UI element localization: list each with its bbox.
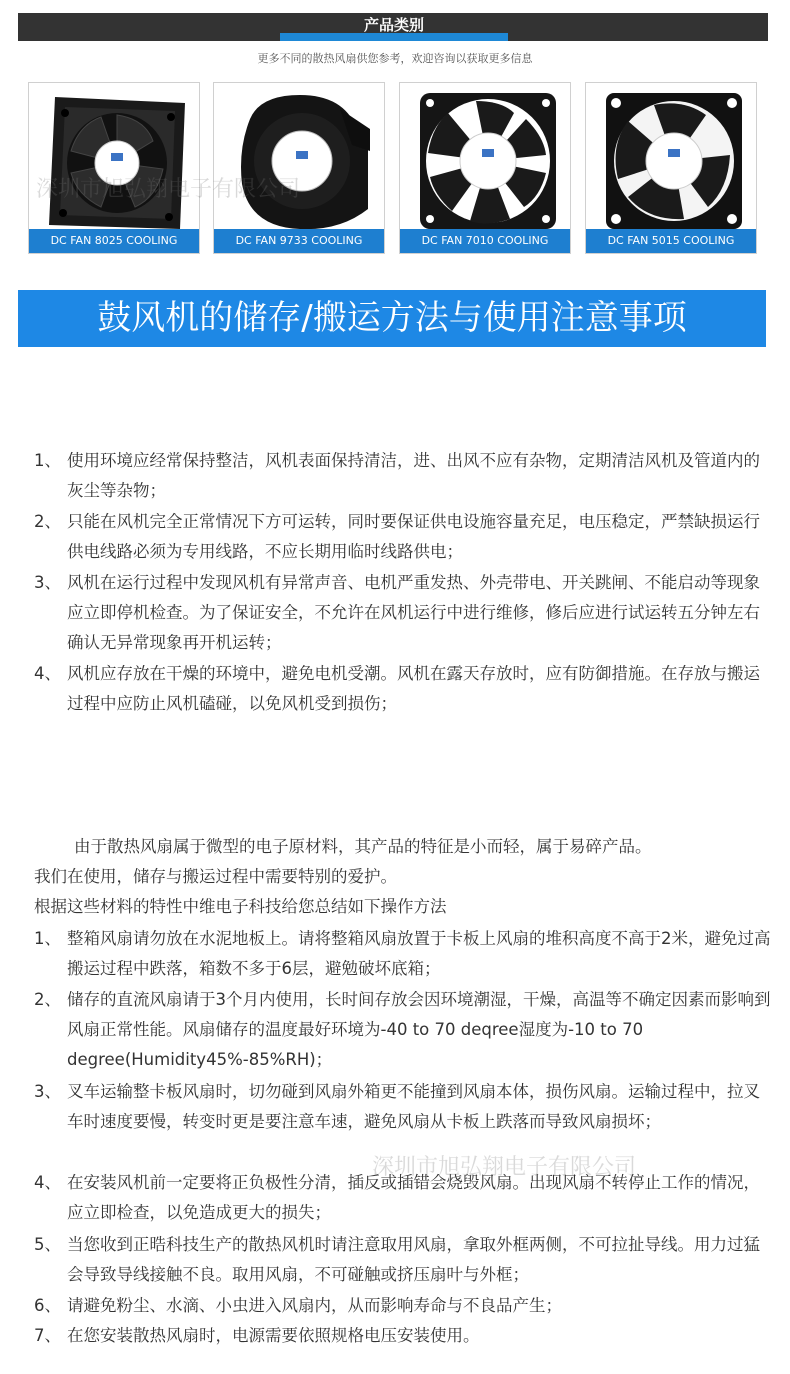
list-number: 3、 bbox=[34, 1082, 61, 1101]
list-text: 叉车运输整卡板风扇时，切勿碰到风扇外箱更不能撞到风扇本体，损伤风扇。运输过程中，拉叉车时速度要慢，转变时更是要注意车速，避免风扇从卡板上跌落而导致风扇损坏； bbox=[67, 1082, 760, 1131]
list-item bbox=[34, 659, 774, 719]
list-text: 在您安装散热风扇时，电源需要依照规格电压安装使用。 bbox=[67, 1326, 480, 1345]
list-number: 7、 bbox=[34, 1326, 61, 1345]
list-item bbox=[34, 1077, 774, 1137]
intro-line-1: 由于散热风扇属于微型的电子原材料，其产品的特征是小而轻，属于易碎产品。 bbox=[74, 837, 652, 856]
list-item bbox=[34, 924, 774, 984]
product-card-9733[interactable] bbox=[213, 82, 385, 254]
list-text: 当您收到正晧科技生产的散热风机时请注意取用风扇，拿取外框两侧，不可拉扯导线。用力过猛会导致导线接触不良。取用风扇，不可碰触或挤压扇叶与外框； bbox=[67, 1235, 760, 1284]
fan-5015-image bbox=[592, 89, 750, 234]
list-text: 整箱风扇请勿放在水泥地板上。请将整箱风扇放置于卡板上风扇的堆积高度不高于2米，避免过高搬运过程中跌落，箱数不多于6层，避勉破坏底箱； bbox=[67, 929, 771, 978]
watermark-text: 深圳市旭弘翔电子有限公司 bbox=[36, 177, 301, 202]
list-item bbox=[34, 568, 774, 658]
list-number: 5、 bbox=[34, 1235, 61, 1254]
product-card-7010[interactable] bbox=[399, 82, 571, 254]
list-text: 请避免粉尘、水滴、小虫进入风扇内，从而影响寿命与不良品产生； bbox=[67, 1296, 562, 1315]
product-label: DC FAN 8025 COOLING bbox=[29, 229, 199, 253]
list-item bbox=[34, 507, 774, 567]
list-number: 4、 bbox=[34, 664, 61, 683]
fan-8025-image bbox=[35, 89, 193, 234]
list-text: 风机在运行过程中发现风机有异常声音、电机严重发热、外壳带电、开关跳闸、不能启动等现象应立即停机检查。为了保证安全，不允许在风机运行中进行维修，修后应进行试运转五分钟左右确认无异常现象再开机运转； bbox=[67, 573, 760, 652]
list-item bbox=[34, 1291, 774, 1321]
product-label: DC FAN 5015 COOLING bbox=[586, 229, 756, 253]
intro-line-2: 我们在使用，储存与搬运过程中需要特别的爱护。 bbox=[34, 867, 397, 886]
list-number: 3、 bbox=[34, 573, 61, 592]
list-item bbox=[34, 985, 774, 1075]
list-number: 1、 bbox=[34, 451, 61, 470]
list-item bbox=[34, 1321, 774, 1351]
list-text: 在安装风机前一定要将正负极性分清，插反或插错会烧毁风扇。出现风扇不转停止工作的情况，应立即检查，以免造成更大的损失； bbox=[67, 1173, 760, 1222]
section-subtitle: 更多不同的散热风扇供您参考，欢迎咨询以获取更多信息 bbox=[257, 52, 533, 65]
product-card-8025[interactable] bbox=[28, 82, 200, 254]
list-text: 储存的直流风扇请于3个月内使用，长时间存放会因环境潮湿，干燥，高温等不确定因素而影响到风扇正常性能。风扇储存的温度最好环境为-40 to 70 deqree湿度为-10 to 70 degree(Humidity45%-85%RH)； bbox=[67, 990, 771, 1069]
intro-line-3: 根据这些材料的特性中维电子科技给您总结如下操作方法 bbox=[34, 897, 447, 916]
list-item bbox=[34, 1230, 774, 1290]
list-number: 2、 bbox=[34, 512, 61, 531]
list-number: 6、 bbox=[34, 1296, 61, 1315]
watermark-text: 深圳市旭弘翔电子有限公司 bbox=[372, 1155, 637, 1180]
list-number: 1、 bbox=[34, 929, 61, 948]
fan-7010-image bbox=[406, 89, 564, 234]
list-text: 只能在风机完全正常情况下方可运转，同时要保证供电设施容量充足，电压稳定，严禁缺损运行供电线路必须为专用线路，不应长期用临时线路供电； bbox=[67, 512, 760, 561]
list-number: 2、 bbox=[34, 990, 61, 1009]
list-number: 4、 bbox=[34, 1173, 61, 1192]
list-text: 使用环境应经常保持整洁，风机表面保持清洁，进、出风不应有杂物，定期清洁风机及管道内的灰尘等杂物； bbox=[67, 451, 760, 500]
blower-9733-image bbox=[220, 89, 378, 234]
section-banner: 鼓风机的储存/搬运方法与使用注意事项 bbox=[18, 290, 766, 347]
list-item bbox=[34, 446, 774, 506]
section-title: 产品类别 bbox=[363, 16, 424, 34]
product-card-5015[interactable] bbox=[585, 82, 757, 254]
product-label: DC FAN 7010 COOLING bbox=[400, 229, 570, 253]
product-label: DC FAN 9733 COOLING bbox=[214, 229, 384, 253]
list-text: 风机应存放在干燥的环境中，避免电机受潮。风机在露天存放时，应有防御措施。在存放与搬运过程中应防止风机磕碰，以免风机受到损伤； bbox=[67, 664, 760, 713]
